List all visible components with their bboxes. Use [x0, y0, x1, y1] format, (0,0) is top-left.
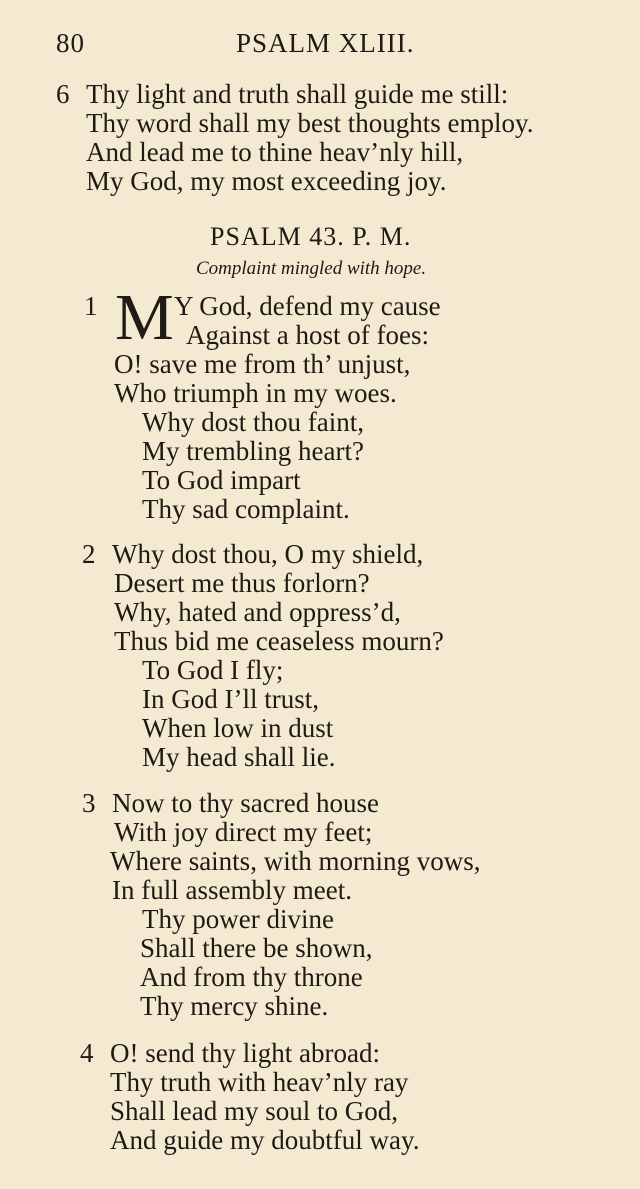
verse-line: Thy word shall my best thoughts employ.: [86, 108, 534, 138]
drop-cap: M: [115, 281, 174, 354]
page-number: 80: [56, 28, 85, 58]
verse-line: My head shall lie.: [142, 742, 336, 772]
verse-line: In God I’ll trust,: [142, 684, 319, 714]
verse-line: Desert me thus forlorn?: [114, 568, 370, 598]
stanza-number: 6: [56, 79, 70, 109]
verse-line: When low in dust: [142, 713, 334, 743]
stanza-number: 4: [80, 1038, 94, 1068]
verse-line: With joy direct my feet;: [114, 817, 373, 847]
verse-line: Where saints, with morning vows,: [110, 846, 481, 876]
verse-line: Why dost thou faint,: [142, 407, 364, 437]
verse-line: In full assembly meet.: [112, 875, 352, 905]
verse-line: Shall lead my soul to God,: [110, 1096, 398, 1126]
verse-line: To God I fly;: [142, 655, 284, 685]
verse-line: And lead me to thine heav’nly hill,: [86, 137, 464, 167]
verse-line: O! send thy light abroad:: [110, 1038, 380, 1068]
stanza-number: 3: [82, 788, 96, 818]
verse-line: Thy truth with heav’nly ray: [110, 1067, 409, 1097]
running-title: PSALM XLIII.: [236, 28, 415, 58]
verse-line: My God, my most exceeding joy.: [86, 166, 447, 196]
verse-line: My trembling heart?: [142, 436, 364, 466]
psalm-heading: PSALM 43. P. M.: [210, 222, 412, 251]
verse-line: Who triumph in my woes.: [114, 378, 397, 408]
verse-line: To God impart: [142, 465, 301, 495]
verse-line: Thy mercy shine.: [140, 991, 329, 1021]
verse-line: O! save me from th’ unjust,: [114, 349, 411, 379]
verse-line: And from thy throne: [140, 962, 363, 992]
stanza-number: 1: [84, 291, 98, 321]
verse-line: Thy power divine: [142, 904, 334, 934]
verse-line: Why, hated and oppress’d,: [114, 597, 401, 627]
verse-line: Thy sad complaint.: [142, 494, 350, 524]
psalm-subtitle: Complaint mingled with hope.: [196, 258, 427, 279]
verse-line: Against a host of foes:: [186, 320, 429, 350]
stanza-number: 2: [82, 539, 96, 569]
verse-line: Y God, defend my cause: [174, 291, 441, 321]
page-header: [56, 28, 596, 68]
verse-line: Now to thy sacred house: [112, 788, 379, 818]
verse-line: Thus bid me ceaseless mourn?: [114, 626, 444, 656]
verse-line: Shall there be shown,: [140, 933, 373, 963]
verse-line: And guide my doubtful way.: [110, 1125, 420, 1155]
verse-line: Thy light and truth shall guide me still:: [86, 79, 509, 109]
verse-line: Why dost thou, O my shield,: [112, 539, 424, 569]
